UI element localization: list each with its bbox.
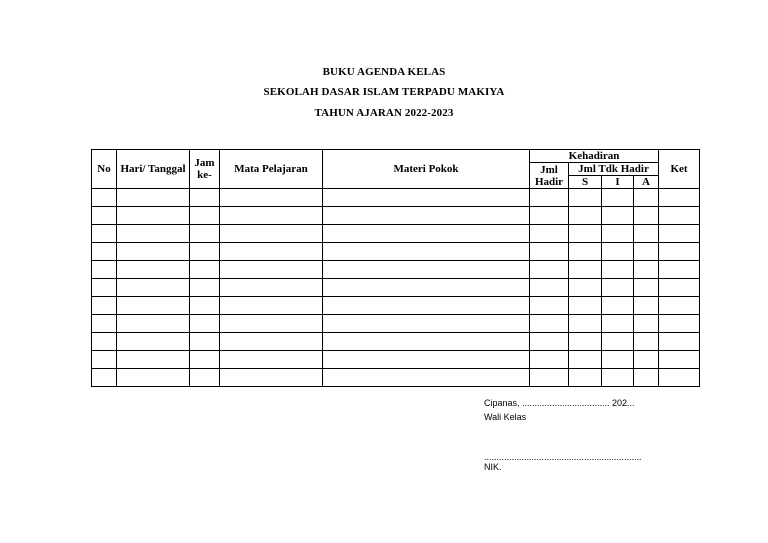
table-cell[interactable] [220,297,323,315]
table-cell[interactable] [634,351,659,369]
table-cell[interactable] [220,207,323,225]
table-cell[interactable] [659,351,700,369]
table-cell[interactable] [659,261,700,279]
table-cell[interactable] [92,315,117,333]
table-cell[interactable] [634,189,659,207]
table-cell[interactable] [92,333,117,351]
table-cell[interactable] [92,243,117,261]
header-jml-tdk-hadir: Jml Tdk Hadir [569,163,659,176]
table-cell[interactable] [530,243,569,261]
table-cell[interactable] [530,351,569,369]
table-cell[interactable] [190,261,220,279]
table-cell[interactable] [634,225,659,243]
table-cell[interactable] [634,279,659,297]
table-cell[interactable] [323,261,530,279]
table-cell[interactable] [530,279,569,297]
table-cell[interactable] [530,261,569,279]
table-cell[interactable] [117,351,190,369]
table-cell[interactable] [117,333,190,351]
table-cell[interactable] [602,297,634,315]
table-cell[interactable] [323,243,530,261]
table-cell[interactable] [659,243,700,261]
table-cell[interactable] [323,369,530,387]
header-jam-ke: Jam ke- [190,150,220,189]
table-cell[interactable] [569,207,602,225]
table-cell[interactable] [569,243,602,261]
table-cell[interactable] [569,261,602,279]
table-cell[interactable] [602,225,634,243]
table-cell[interactable] [634,207,659,225]
table-row [92,279,700,297]
table-cell[interactable] [92,351,117,369]
table-cell[interactable] [92,207,117,225]
table-cell[interactable] [92,297,117,315]
table-cell[interactable] [569,297,602,315]
table-cell[interactable] [220,279,323,297]
table-row [92,261,700,279]
document-title: BUKU AGENDA KELAS [322,66,446,78]
table-cell[interactable] [117,315,190,333]
table-cell[interactable] [323,351,530,369]
table-cell[interactable] [569,351,602,369]
table-cell[interactable] [602,369,634,387]
table-cell[interactable] [117,225,190,243]
table-cell[interactable] [530,333,569,351]
table-cell[interactable] [190,189,220,207]
header-kehadiran: Kehadiran [530,150,659,163]
table-cell[interactable] [190,297,220,315]
table-cell[interactable] [117,243,190,261]
table-cell[interactable] [190,225,220,243]
signature-nik: NIK. [484,462,502,472]
academic-year: TAHUN AJARAN 2022-2023 [314,107,454,119]
table-cell[interactable] [220,225,323,243]
table-cell[interactable] [602,279,634,297]
table-cell[interactable] [117,261,190,279]
table-cell[interactable] [602,315,634,333]
table-cell[interactable] [659,315,700,333]
table-cell[interactable] [117,207,190,225]
table-row [92,297,700,315]
table-cell[interactable] [569,225,602,243]
table-cell[interactable] [190,369,220,387]
table-cell[interactable] [190,351,220,369]
table-cell[interactable] [569,189,602,207]
table-cell[interactable] [602,333,634,351]
table-cell[interactable] [530,207,569,225]
table-cell[interactable] [117,369,190,387]
table-row [92,207,700,225]
agenda-table [91,149,700,387]
table-cell[interactable] [602,207,634,225]
table-cell[interactable] [659,207,700,225]
table-cell[interactable] [659,297,700,315]
table-cell[interactable] [190,243,220,261]
table-cell[interactable] [92,279,117,297]
table-cell[interactable] [569,333,602,351]
table-row [92,351,700,369]
table-cell[interactable] [602,261,634,279]
table-cell[interactable] [530,297,569,315]
table-cell[interactable] [634,333,659,351]
signature-name-line: ............................................................... [484,452,642,462]
signature-place-date: Cipanas, ................................... 202... [484,398,635,408]
header-mata-pelajaran: Mata Pelajaran [220,150,323,189]
table-cell[interactable] [634,261,659,279]
table-cell[interactable] [530,189,569,207]
table-row [92,369,700,387]
table-cell[interactable] [530,315,569,333]
header-i: I [602,176,634,189]
signature-role: Wali Kelas [484,412,527,422]
header-a: A [634,176,659,189]
table-cell[interactable] [220,189,323,207]
table-cell[interactable] [659,225,700,243]
table-cell[interactable] [602,189,634,207]
header-s: S [569,176,602,189]
table-cell[interactable] [530,369,569,387]
table-cell[interactable] [323,279,530,297]
table-cell[interactable] [569,369,602,387]
table-cell[interactable] [659,189,700,207]
table-cell[interactable] [634,369,659,387]
table-cell[interactable] [92,225,117,243]
table-cell[interactable] [117,297,190,315]
table-cell[interactable] [659,369,700,387]
table-cell[interactable] [220,315,323,333]
header-materi-pokok: Materi Pokok [323,150,530,189]
table-cell[interactable] [569,315,602,333]
table-cell[interactable] [220,243,323,261]
table-cell[interactable] [634,297,659,315]
table-cell[interactable] [220,369,323,387]
header-ket: Ket [659,150,700,189]
table-cell[interactable] [323,207,530,225]
table-cell[interactable] [117,279,190,297]
agenda-table-body [92,189,700,387]
table-row [92,333,700,351]
table-row [92,189,700,207]
table-cell[interactable] [220,351,323,369]
table-cell[interactable] [220,333,323,351]
table-cell[interactable] [634,315,659,333]
table-cell[interactable] [323,189,530,207]
table-cell[interactable] [117,189,190,207]
school-name: SEKOLAH DASAR ISLAM TERPADU MAKIYA [263,86,505,98]
table-cell[interactable] [92,369,117,387]
table-cell[interactable] [190,333,220,351]
table-cell[interactable] [659,279,700,297]
table-row [92,315,700,333]
header-hari-tanggal: Hari/ Tanggal [117,150,190,189]
table-cell[interactable] [323,333,530,351]
table-row [92,225,700,243]
table-cell[interactable] [323,297,530,315]
table-cell[interactable] [190,279,220,297]
table-cell[interactable] [323,315,530,333]
table-cell[interactable] [323,225,530,243]
table-cell[interactable] [602,351,634,369]
table-cell[interactable] [92,189,117,207]
table-cell[interactable] [92,261,117,279]
table-row [92,243,700,261]
table-cell[interactable] [659,333,700,351]
header-jml-hadir: Jml Hadir [530,163,569,189]
table-cell[interactable] [602,243,634,261]
table-cell[interactable] [530,225,569,243]
table-cell[interactable] [190,315,220,333]
table-cell[interactable] [634,243,659,261]
header-no: No [92,150,117,189]
table-cell[interactable] [220,261,323,279]
table-cell[interactable] [190,207,220,225]
table-cell[interactable] [569,279,602,297]
